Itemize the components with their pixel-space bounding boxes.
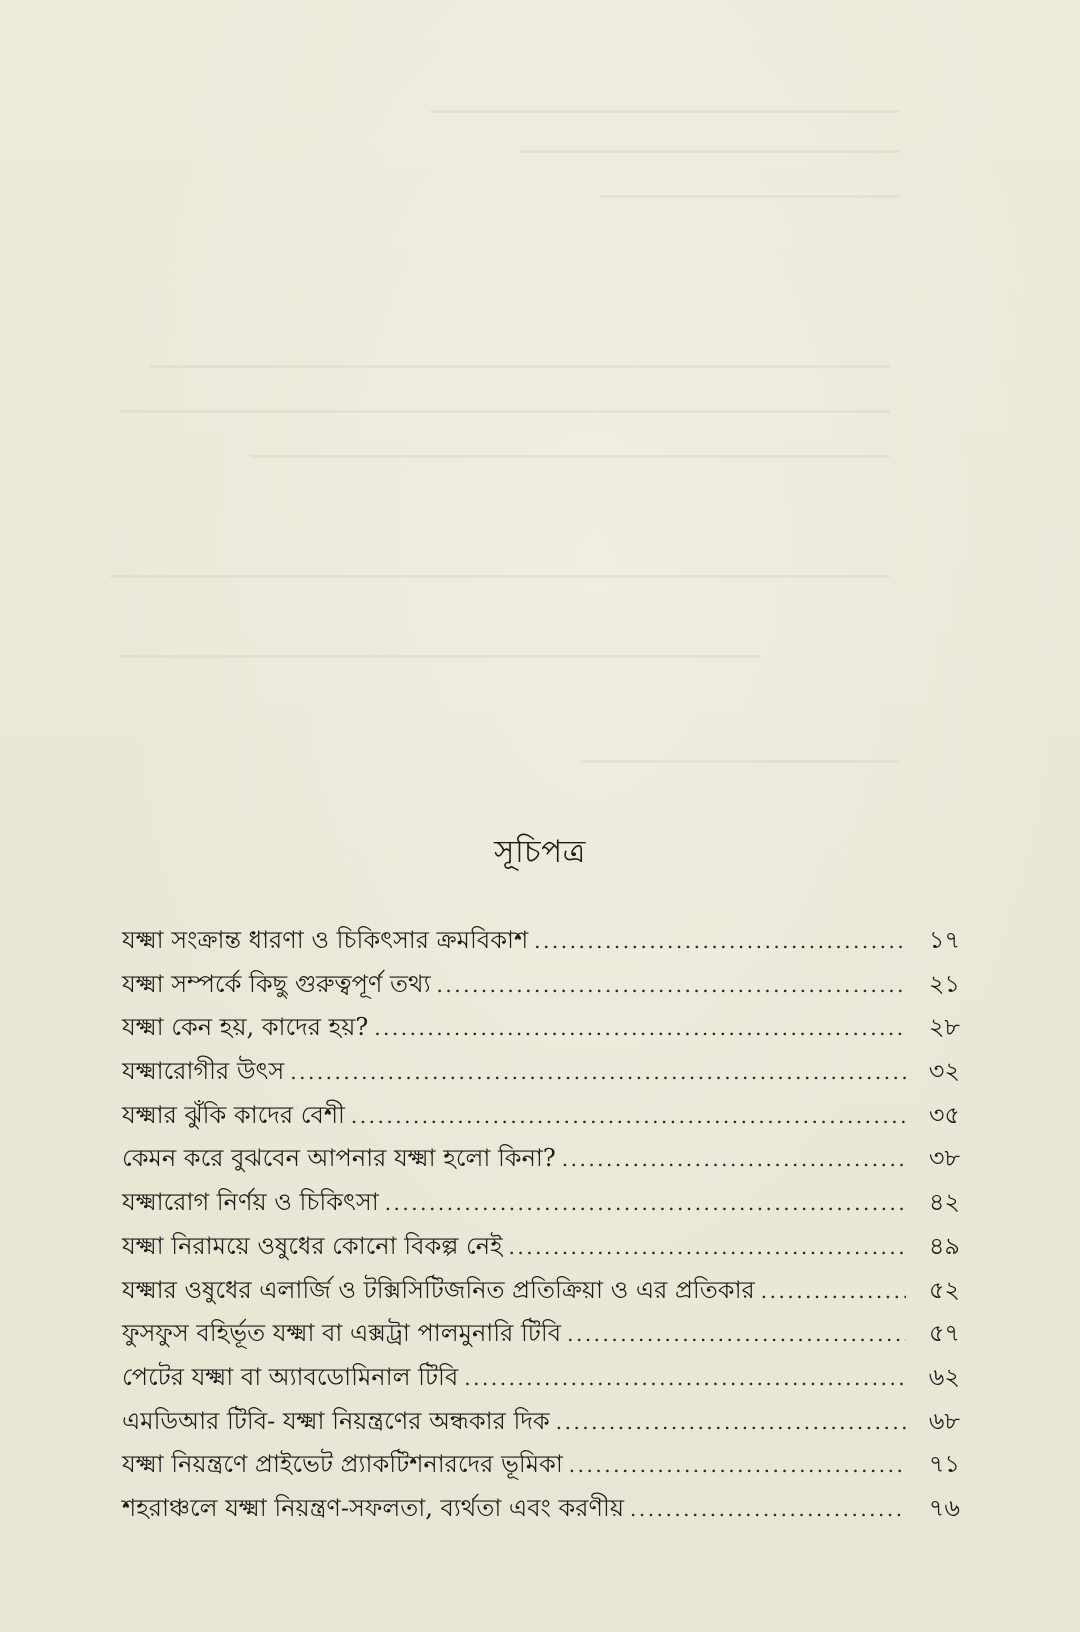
toc-entry-title: শহরাঞ্চলে যক্ষ্মা নিয়ন্ত্রণ-সফলতা, ব্যর্থতা এবং করণীয় [122, 1493, 625, 1522]
toc-entry[interactable] [122, 1097, 960, 1141]
dot-leader [569, 1453, 906, 1477]
toc-entry-page: ৩২ [928, 1057, 960, 1086]
bleed-through-line [520, 150, 900, 153]
dot-leader [374, 1016, 906, 1040]
toc-entry-title: যক্ষ্মার ঝুঁকি কাদের বেশী [122, 1100, 345, 1129]
toc-entry-page: ৫২ [928, 1275, 960, 1304]
toc-entry[interactable] [122, 1315, 960, 1359]
dot-leader [385, 1191, 906, 1215]
dot-leader [534, 929, 906, 953]
bleed-through-line [110, 575, 890, 578]
toc-entry-page: ৪৯ [928, 1231, 960, 1260]
toc-entry-page: ৩৫ [928, 1100, 960, 1129]
page-title: সূচিপত্র [494, 834, 586, 870]
dot-leader [351, 1104, 906, 1128]
dot-leader [290, 1060, 906, 1084]
toc-entry-page: ৫৭ [928, 1319, 960, 1348]
dot-leader [630, 1497, 906, 1521]
toc-entry-page: ৬২ [928, 1362, 960, 1391]
dot-leader [464, 1366, 906, 1390]
toc-entry-page: ৬৮ [928, 1406, 960, 1435]
toc-entry-title: যক্ষ্মা সম্পর্কে কিছু গুরুত্বপূর্ণ তথ্য [122, 969, 431, 998]
dot-leader [562, 1147, 906, 1171]
toc-entry-title: যক্ষ্মা কেন হয়, কাদের হয়? [122, 1013, 369, 1042]
toc-entry-title: এমডিআর টিবি- যক্ষ্মা নিয়ন্ত্রণের অন্ধকার দিক [122, 1406, 550, 1435]
toc-entry[interactable] [122, 1184, 960, 1228]
bleed-through-line [150, 365, 890, 368]
table-of-contents [122, 922, 960, 1534]
toc-entry[interactable] [122, 922, 960, 966]
dot-leader [437, 973, 906, 997]
toc-entry-page: ২১ [928, 969, 960, 998]
toc-entry-title: যক্ষ্মা নিয়ন্ত্রণে প্রাইভেট প্র্যাকটিশনারদের ভূমিকা [122, 1450, 563, 1479]
bleed-through-line [120, 410, 890, 413]
toc-entry[interactable] [122, 966, 960, 1010]
toc-entry-title: পেটের যক্ষ্মা বা অ্যাবডোমিনাল টিবি [122, 1362, 459, 1391]
toc-entry[interactable] [122, 1446, 960, 1490]
toc-entry[interactable] [122, 1228, 960, 1272]
toc-entry-page: ৪২ [928, 1188, 960, 1217]
bleed-through-line [580, 760, 900, 763]
toc-entry[interactable] [122, 1053, 960, 1097]
toc-entry-page: ১৭ [928, 926, 960, 954]
dot-leader [567, 1322, 906, 1346]
toc-entry-page: ৩৮ [928, 1144, 960, 1173]
dot-leader [509, 1235, 906, 1259]
toc-entry[interactable] [122, 1009, 960, 1053]
toc-entry-title: যক্ষ্মার ওষুধের এলার্জি ও টক্সিসিটিজনিত প্রতিক্রিয়া ও এর প্রতিকার [122, 1275, 755, 1304]
bleed-through-line [250, 455, 890, 458]
dot-leader [556, 1410, 906, 1434]
toc-entry-title: যক্ষ্মারোগীর উৎস [122, 1057, 285, 1086]
dot-leader [761, 1279, 906, 1303]
toc-entry[interactable] [122, 1272, 960, 1316]
toc-entry[interactable] [122, 1403, 960, 1447]
bleed-through-line [120, 655, 760, 658]
toc-entry-page: ৭৬ [928, 1493, 960, 1522]
toc-entry[interactable] [122, 1140, 960, 1184]
toc-entry-page: ২৮ [928, 1013, 960, 1042]
toc-entry-title: যক্ষ্মা সংক্রান্ত ধারণা ও চিকিৎসার ক্রমবিকাশ [122, 926, 529, 954]
toc-entry-title: যক্ষ্মারোগ নির্ণয় ও চিকিৎসা [122, 1188, 379, 1217]
toc-entry[interactable] [122, 1490, 960, 1534]
toc-entry-title: ফুসফুস বহির্ভূত যক্ষ্মা বা এক্সট্রা পালমুনারি টিবি [122, 1319, 562, 1348]
toc-entry-title: যক্ষ্মা নিরাময়ে ওষুধের কোনো বিকল্প নেই [122, 1231, 503, 1260]
toc-entry-title: কেমন করে বুঝবেন আপনার যক্ষ্মা হলো কিনা? [122, 1144, 556, 1173]
bleed-through-line [600, 195, 900, 198]
toc-entry[interactable] [122, 1359, 960, 1403]
bleed-through-line [430, 110, 900, 113]
toc-entry-page: ৭১ [928, 1450, 960, 1479]
